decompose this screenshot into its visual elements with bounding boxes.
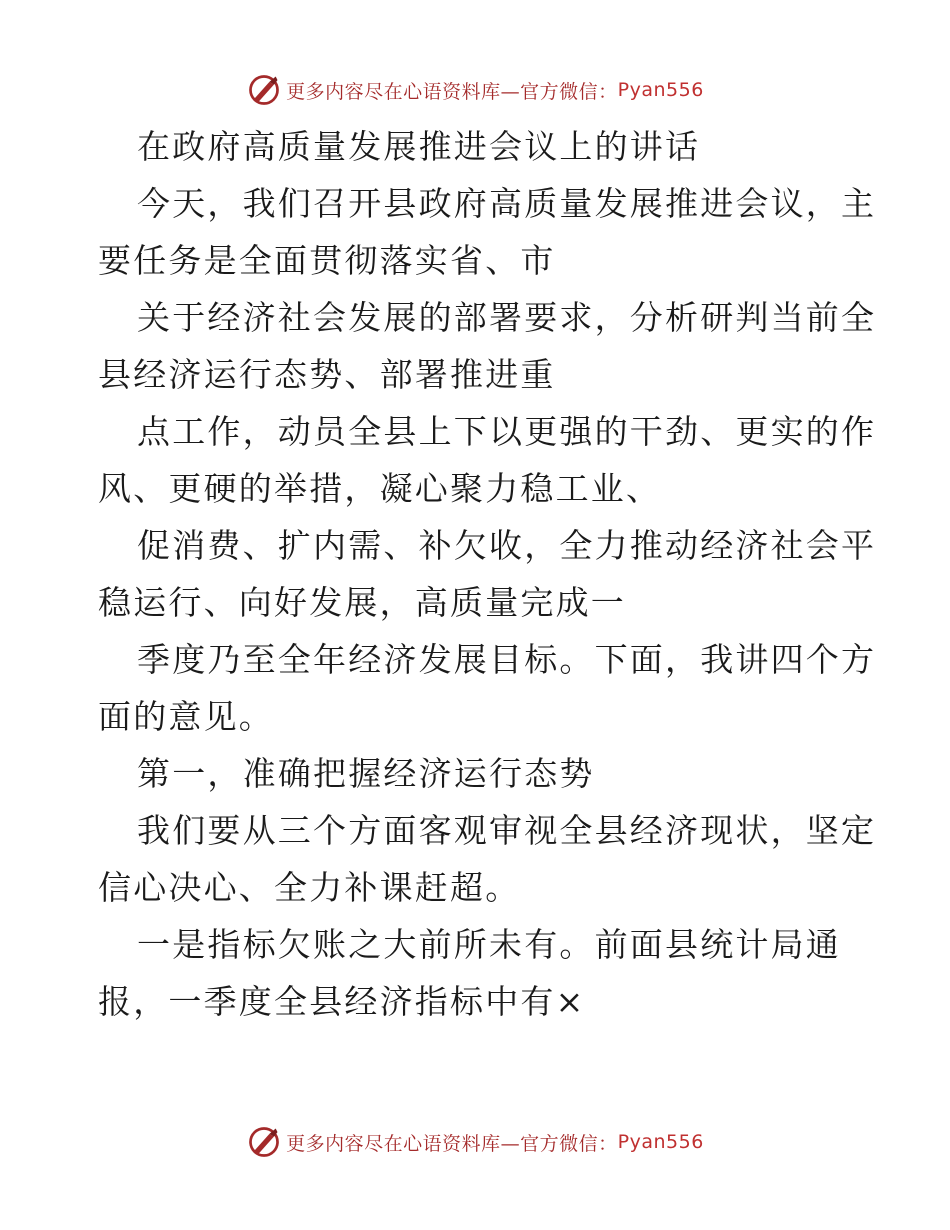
watermark-text: 更多内容尽在心语资料库—官方微信： <box>286 80 618 103</box>
text-line: 报，一季度全县经济指标中有× <box>98 982 586 1021</box>
watermark-header <box>0 72 950 108</box>
text-line: 县经济运行态势、部署推进重 <box>98 355 556 394</box>
text-line: 季度乃至全年经济发展目标。下面，我讲四个方 <box>137 640 877 679</box>
text-line: 第一，准确把握经济运行态势 <box>137 754 595 793</box>
text-line: 在政府高质量发展推进会议上的讲话 <box>137 127 701 166</box>
document-body <box>98 118 877 1030</box>
text-line: 面的意见。 <box>98 697 274 736</box>
brush-logo-icon <box>246 72 282 108</box>
text-line: 信心决心、全力补课赶超。 <box>98 868 521 907</box>
text-line: 风、更硬的举措，凝心聚力稳工业、 <box>98 469 662 508</box>
text-line: 稳运行、向好发展，高质量完成一 <box>98 583 626 622</box>
watermark-footer <box>0 1124 950 1160</box>
text-line: 一是指标欠账之大前所未有。前面县统计局通 <box>137 925 841 964</box>
watermark-wechat-id: Pyan556 <box>617 1131 704 1153</box>
text-line: 今天，我们召开县政府高质量发展推进会议，主 <box>137 184 877 223</box>
watermark-text: 更多内容尽在心语资料库—官方微信： <box>286 1132 618 1155</box>
text-line: 促消费、扩内需、补欠收，全力推动经济社会平 <box>137 526 877 565</box>
text-line: 要任务是全面贯彻落实省、市 <box>98 241 556 280</box>
brush-logo-icon <box>246 1124 282 1160</box>
text-line: 我们要从三个方面客观审视全县经济现状，坚定 <box>137 811 877 850</box>
text-line: 关于经济社会发展的部署要求，分析研判当前全 <box>137 298 877 337</box>
watermark-wechat-id: Pyan556 <box>617 79 704 101</box>
text-line: 点工作，动员全县上下以更强的干劲、更实的作 <box>137 412 877 451</box>
